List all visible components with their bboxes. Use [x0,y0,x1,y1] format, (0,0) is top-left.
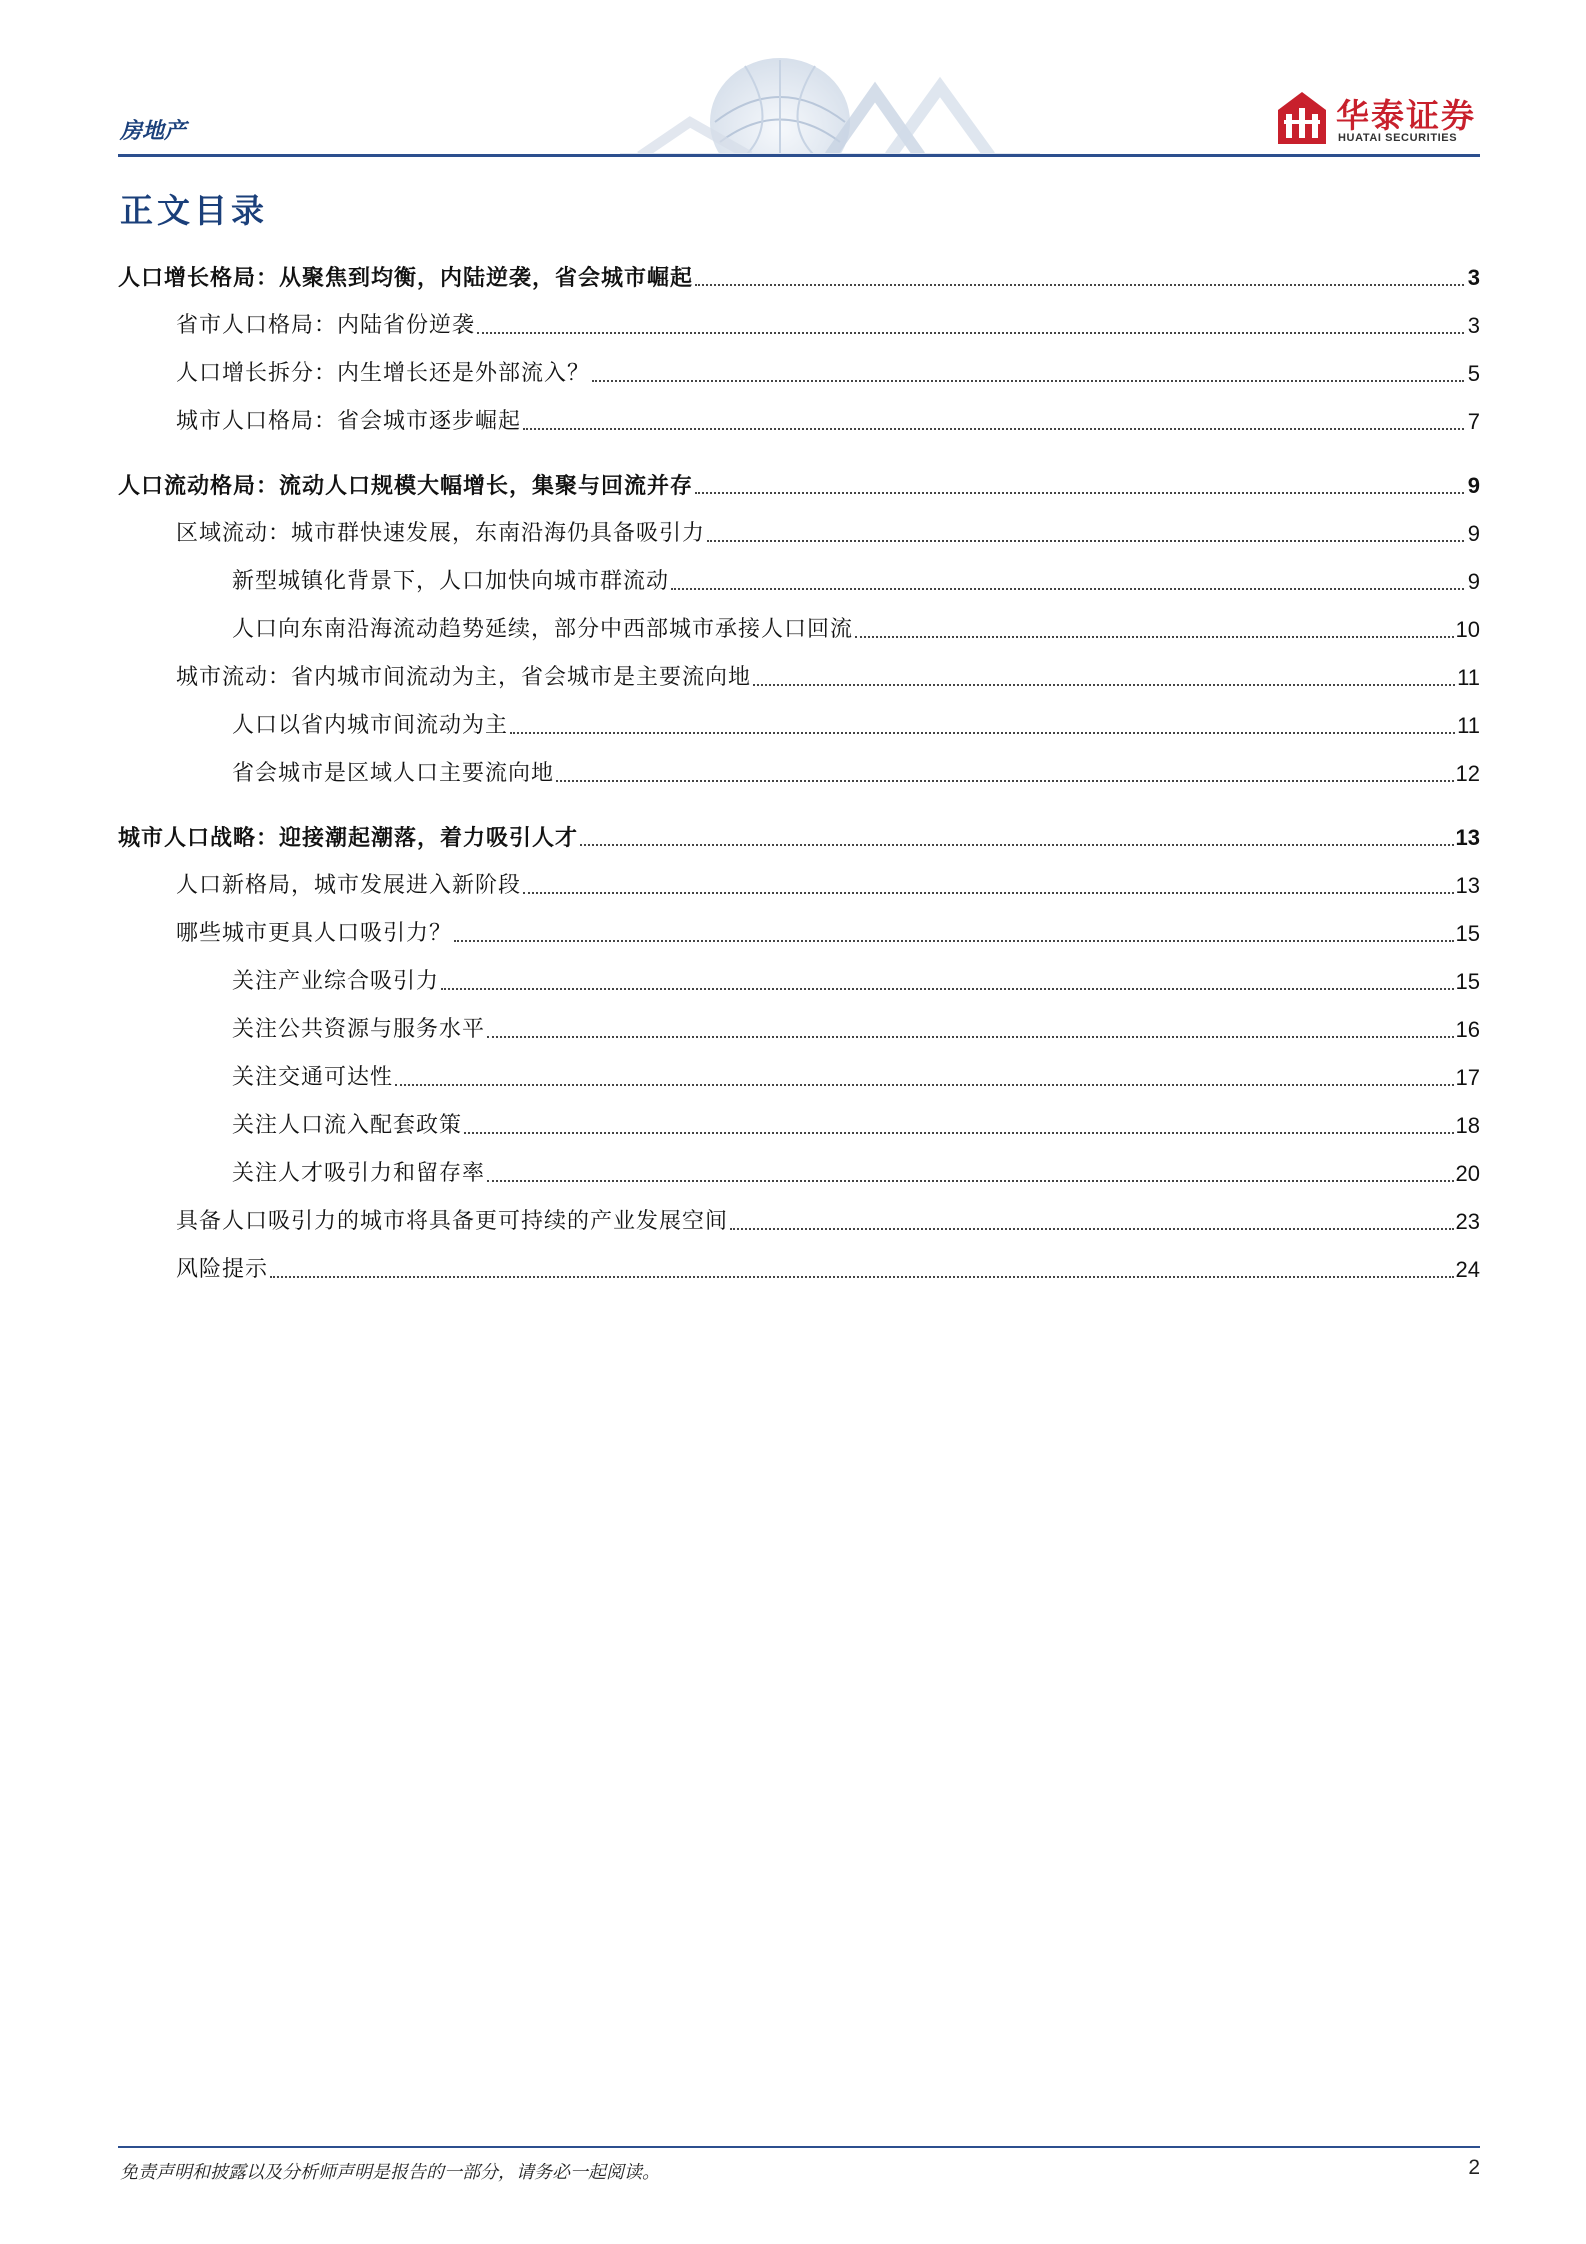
toc-entry[interactable] [232,758,1480,790]
toc-entry-title: 城市人口战略：迎接潮起潮落，着力吸引人才 [118,825,579,851]
toc-entry-title: 人口流动格局：流动人口规模大幅增长，集聚与回流并存 [118,473,694,499]
toc-entry-page: 18 [1455,1113,1480,1138]
footer-divider [118,2146,1480,2148]
toc-entry[interactable] [232,1014,1480,1046]
toc-entry-title: 关注产业综合吸引力 [232,969,440,994]
toc-entry-page: 15 [1455,969,1480,994]
toc-entry-title: 人口以省内城市间流动为主 [232,713,509,738]
toc-entry-page: 7 [1467,409,1480,434]
toc-entry-title: 区域流动：城市群快速发展，东南沿海仍具备吸引力 [176,521,706,546]
toc-entry-page: 23 [1455,1209,1480,1234]
toc-entry-title: 关注公共资源与服务水平 [232,1017,486,1042]
brand-name-en: HUATAI SECURITIES [1338,132,1458,144]
toc-entry[interactable] [232,966,1480,998]
toc-entry[interactable] [232,1062,1480,1094]
toc-entry-title: 省会城市是区域人口主要流向地 [232,761,555,786]
toc-entry-title: 人口新格局，城市发展进入新阶段 [176,873,522,898]
toc-entry-page: 3 [1467,265,1480,290]
toc-entry[interactable] [232,1158,1480,1190]
brand-name-cn: 华泰证券 [1336,96,1476,135]
toc-dot-leader [695,284,1464,286]
toc-entry-title: 城市人口格局：省会城市逐步崛起 [176,409,522,434]
toc-dot-leader [454,940,1454,942]
toc-entry-title: 人口向东南沿海流动趋势延续，部分中西部城市承接人口回流 [232,617,854,642]
toc-entry-page: 11 [1457,665,1480,690]
toc-dot-leader [523,892,1454,894]
toc-entry-page: 17 [1455,1065,1480,1090]
toc-entry[interactable] [176,406,1480,438]
toc-dot-leader [510,732,1455,734]
header-divider [118,154,1480,157]
toc-entry[interactable] [118,470,1480,502]
toc-entry[interactable] [176,662,1480,694]
toc-entry-page: 9 [1467,569,1480,594]
toc-entry[interactable] [176,1254,1480,1286]
toc-entry-page: 10 [1455,617,1480,642]
toc-dot-leader [270,1276,1454,1278]
toc-dot-leader [707,540,1464,542]
banner-globe-graphic [620,52,1040,156]
toc-entry-page: 16 [1455,1017,1480,1042]
sector-label: 房地产 [120,118,187,144]
toc-entry-title: 哪些城市更具人口吸引力？ [176,921,453,946]
toc-entry-title: 具备人口吸引力的城市将具备更可持续的产业发展空间 [176,1209,729,1234]
toc-entry-title: 人口增长格局：从聚焦到均衡，内陆逆袭，省会城市崛起 [118,265,694,291]
toc-entry-title: 风险提示 [176,1257,269,1282]
toc-entry[interactable] [176,518,1480,550]
toc-dot-leader [671,588,1464,590]
huatai-logo [1278,90,1482,148]
toc-entry-page: 15 [1455,921,1480,946]
toc-entry-page: 24 [1455,1257,1480,1282]
toc-entry-title: 城市流动：省内城市间流动为主，省会城市是主要流向地 [176,665,752,690]
toc-entry[interactable] [232,614,1480,646]
toc-title: 正文目录 [120,191,268,230]
toc-entry-title: 关注交通可达性 [232,1065,394,1090]
toc-dot-leader [855,636,1454,638]
toc-entry-page: 13 [1455,825,1480,850]
toc-dot-leader [487,1180,1454,1182]
toc-entry-page: 3 [1467,313,1480,338]
toc-dot-leader [730,1228,1454,1230]
toc-entry[interactable] [232,1110,1480,1142]
toc-entry[interactable] [118,262,1480,294]
toc-entry-page: 9 [1467,521,1480,546]
toc-dot-leader [695,492,1464,494]
footer-disclaimer: 免责声明和披露以及分析师声明是报告的一部分，请务必一起阅读。 [120,2162,660,2183]
toc-entry-page: 20 [1455,1161,1480,1186]
toc-entry-title: 关注人才吸引力和留存率 [232,1161,486,1186]
toc-entry-title: 人口增长拆分：内生增长还是外部流入？ [176,361,591,386]
toc-entry[interactable] [232,710,1480,742]
toc-entry[interactable] [118,822,1480,854]
toc-dot-leader [477,332,1464,334]
toc-entry[interactable] [176,310,1480,342]
page-header [0,0,1586,160]
toc-entry-page: 12 [1455,761,1480,786]
toc-dot-leader [580,844,1454,846]
toc-dot-leader [464,1132,1454,1134]
toc-dot-leader [441,988,1454,990]
footer-page-number: 2 [1468,2156,1480,2179]
toc-entry-page: 9 [1467,473,1480,498]
toc-entry-page: 13 [1455,873,1480,898]
toc-entry-title: 省市人口格局：内陆省份逆袭 [176,313,476,338]
toc-dot-leader [395,1084,1454,1086]
toc-entry[interactable] [176,358,1480,390]
toc-entry-page: 11 [1457,713,1480,738]
toc-dot-leader [592,380,1464,382]
toc-dot-leader [523,428,1464,430]
huatai-logo-icon [1278,92,1326,144]
toc-entry-title: 关注人口流入配套政策 [232,1113,463,1138]
toc-dot-leader [753,684,1455,686]
toc-entry-page: 5 [1467,361,1480,386]
toc-dot-leader [556,780,1454,782]
toc-entry-title: 新型城镇化背景下，人口加快向城市群流动 [232,569,670,594]
toc-entry[interactable] [176,918,1480,950]
toc-entry[interactable] [232,566,1480,598]
toc-entry[interactable] [176,870,1480,902]
toc-dot-leader [487,1036,1454,1038]
toc-entry[interactable] [176,1206,1480,1238]
